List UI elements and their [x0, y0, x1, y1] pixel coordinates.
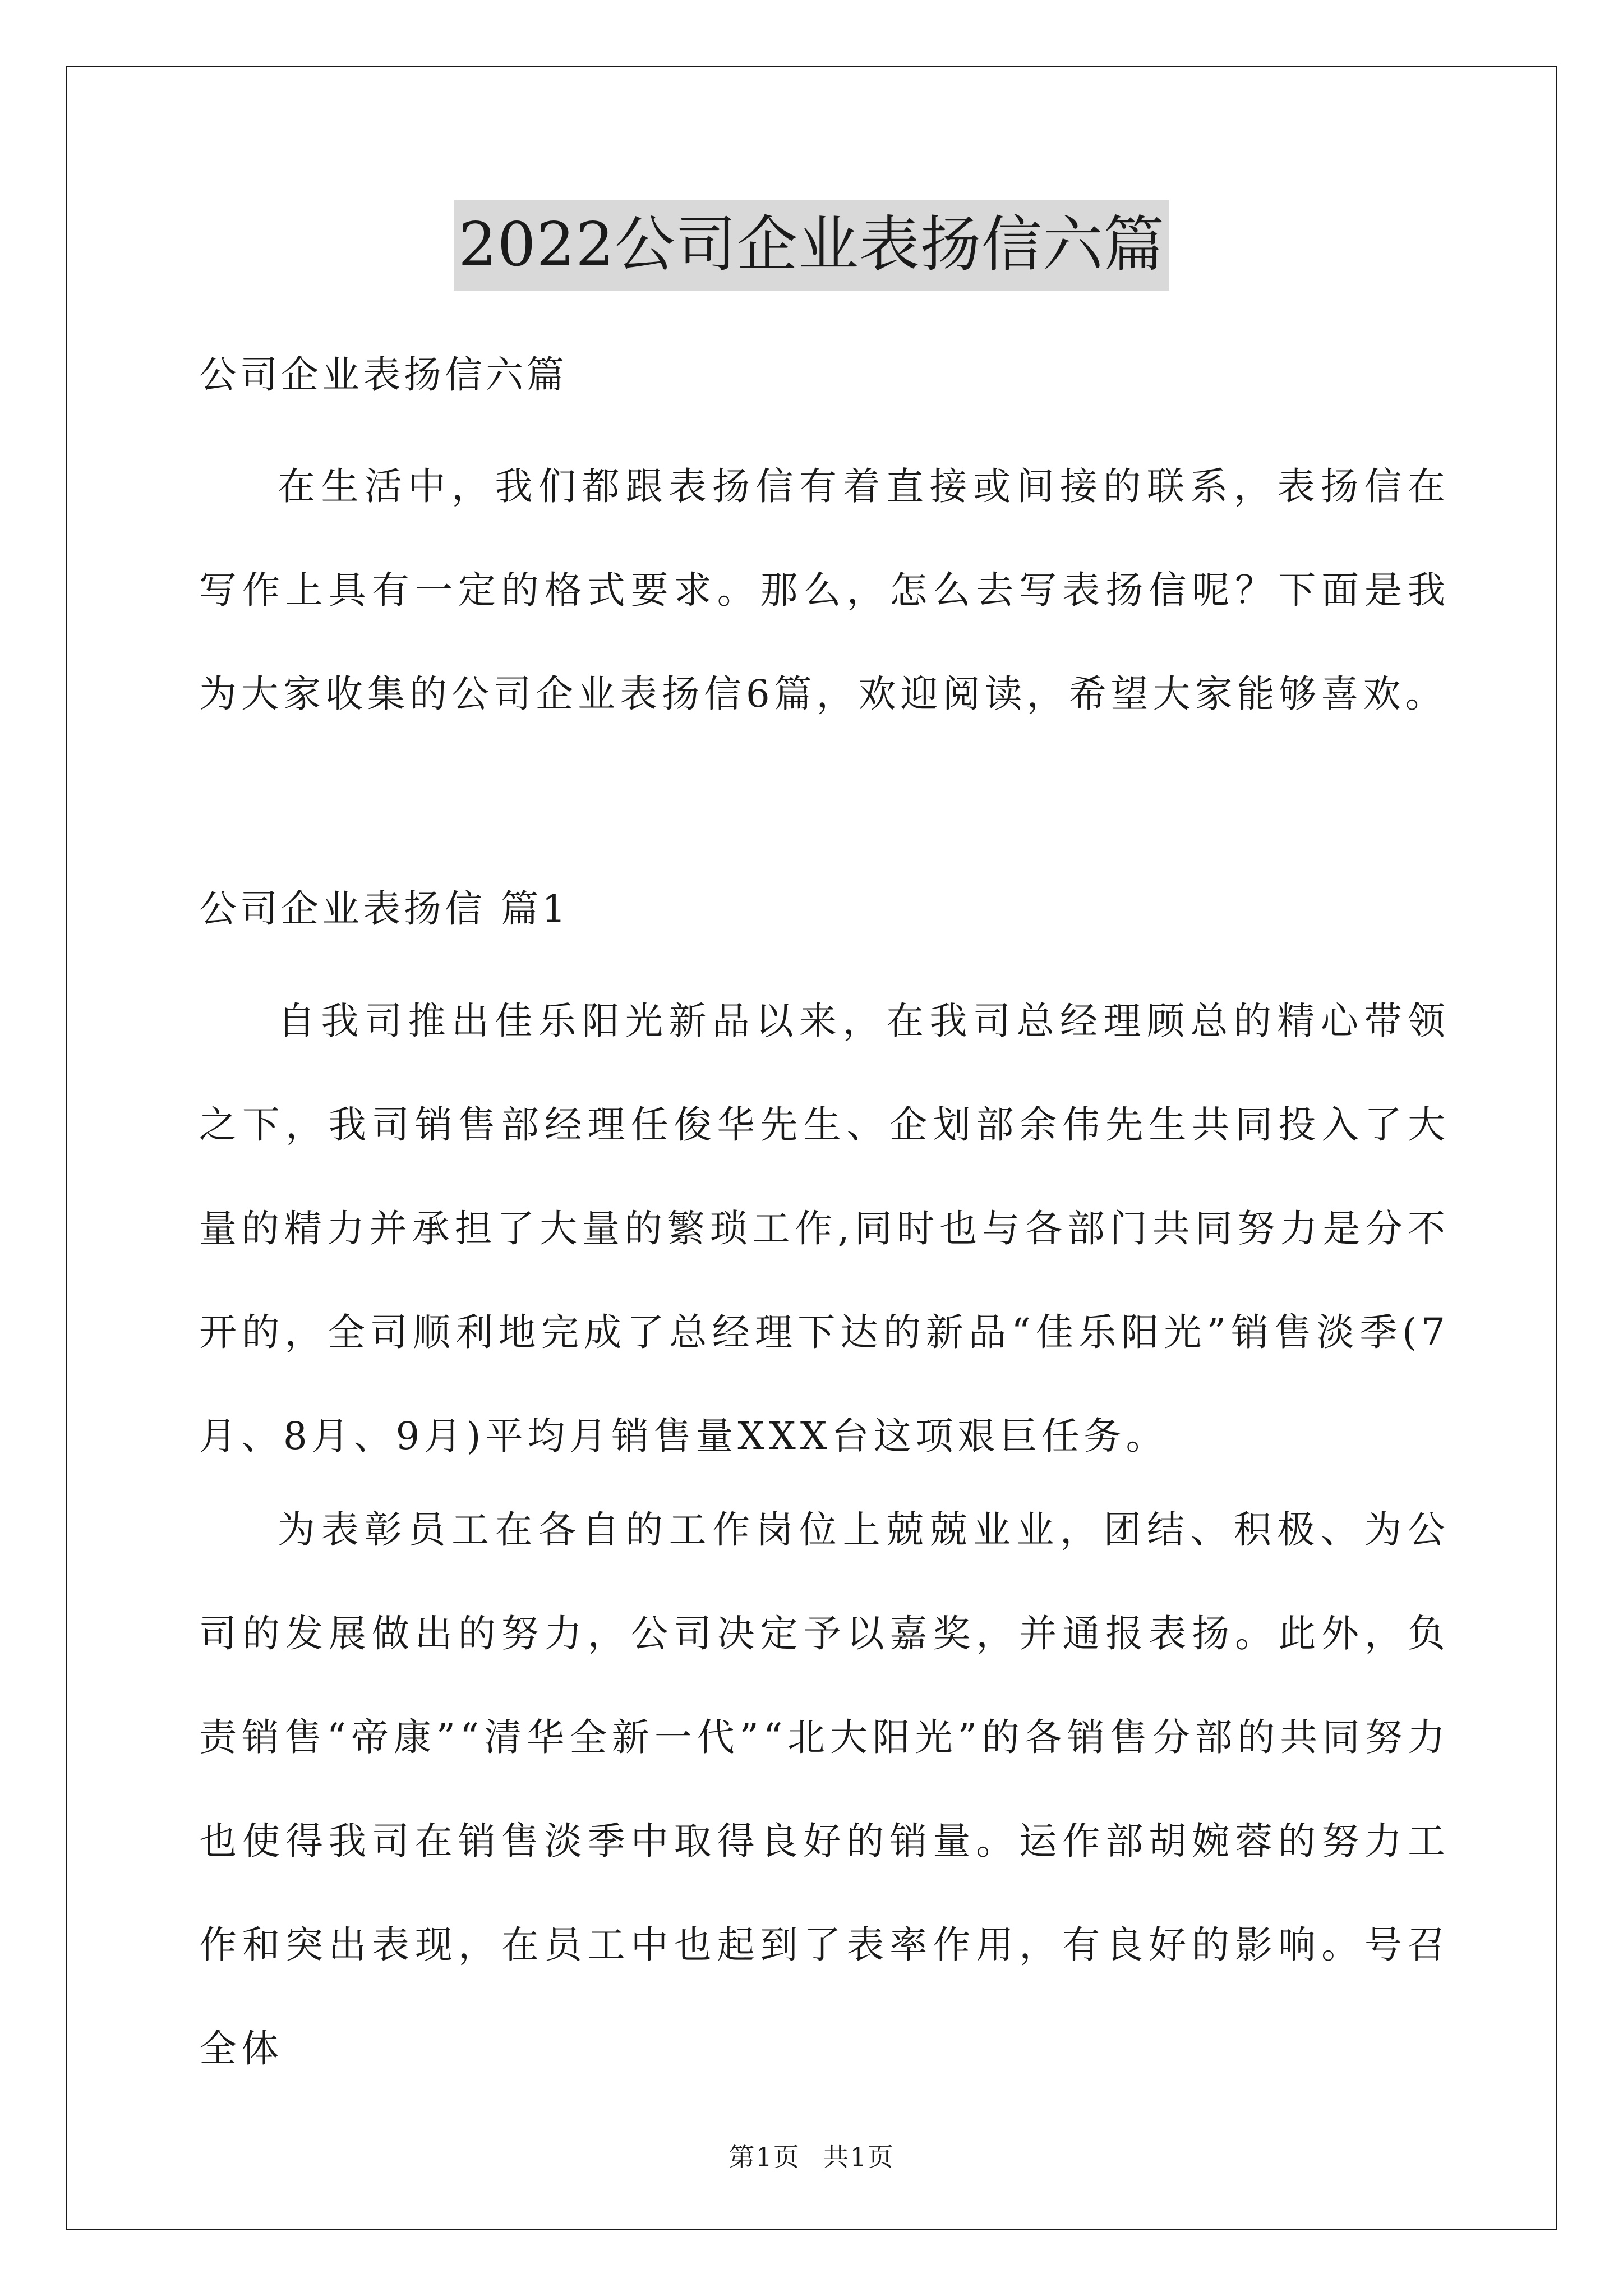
- section-heading: 公司企业表扬信 篇1: [199, 887, 569, 931]
- page-number-total: 共1页: [823, 2142, 895, 2172]
- document-title: 2022公司企业表扬信六篇: [454, 200, 1169, 291]
- body-paragraph-1: 自我司推出佳乐阳光新品以来，在我司总经理顾总的精心带领之下，我司销售部经理任俊华先生、企划部余伟先生共同投入了大量的精力并承担了大量的繁琐工作,同时也与各部门共同努力是分不开的，全司顺利地完成了总经理下达的新品“佳乐阳光”销售淡季(7月、8月、9月)平均月销售量XXX台这项艰巨任务。: [199, 999, 1450, 1458]
- page-footer: [0, 2140, 1623, 2174]
- body-paragraph-2: 为表彰员工在各自的工作岗位上兢兢业业，团结、积极、为公司的发展做出的努力，公司决定予以嘉奖，并通报表扬。此外，负责销售“帝康”“清华全新一代”“北大阳光”的各销售分部的共同努力也使得我司在销售淡季中取得良好的销量。运作部胡婉蓉的努力工作和突出表现，在员工中也起到了表率作用，有良好的影响。号召全体: [199, 1508, 1450, 2070]
- document-subtitle: 公司企业表扬信六篇: [199, 353, 568, 397]
- page-number-current: 第1页: [728, 2142, 800, 2172]
- title-container: [0, 200, 1623, 291]
- intro-paragraph: 在生活中，我们都跟表扬信有着直接或间接的联系，表扬信在写作上具有一定的格式要求。那么，怎么去写表扬信呢？下面是我为大家收集的公司企业表扬信6篇，欢迎阅读，希望大家能够喜欢。: [199, 464, 1450, 716]
